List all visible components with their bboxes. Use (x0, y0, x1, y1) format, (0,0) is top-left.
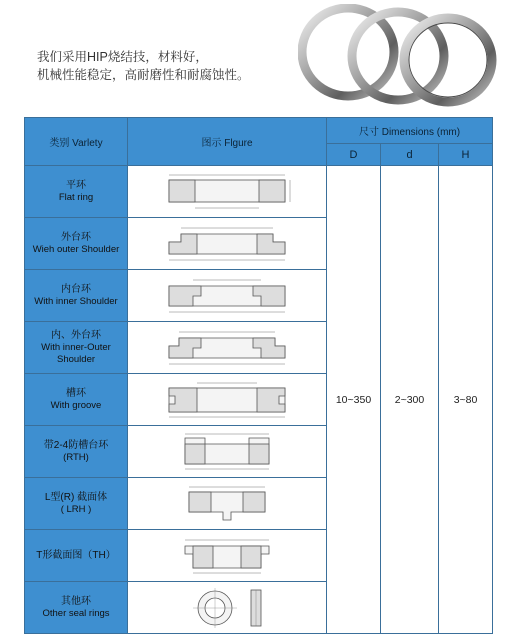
intro-text (37, 48, 297, 84)
header-variety: 类别 Varlety (25, 118, 128, 166)
spec-table (24, 117, 493, 634)
th-ring-drawing (157, 534, 297, 578)
figure-outer-shoulder (128, 218, 327, 270)
figure-flat-ring (128, 166, 327, 218)
variety-lrh (25, 478, 128, 530)
variety-inner-outer-shoulder (25, 322, 128, 374)
variety-cn: 内台环 (61, 283, 91, 295)
variety-flat-ring (25, 166, 128, 218)
variety-inner-shoulder (25, 270, 128, 322)
variety-en: ( LRH ) (60, 503, 92, 515)
variety-th (25, 530, 128, 582)
variety-cn: 平环 (66, 179, 86, 191)
variety-cn: T形截面图（TH） (36, 549, 116, 561)
variety-en: Wieh outer Shoulder (32, 243, 120, 255)
header-figure: 图示 Flgure (128, 118, 327, 166)
seal-rings-photo (298, 4, 498, 114)
intro-line-2: 机械性能稳定，高耐磨性和耐腐蚀性。 (37, 68, 250, 82)
rth-ring-drawing (157, 430, 297, 474)
variety-en: With inner-Outer Shoulder (41, 341, 111, 365)
figure-inner-outer-shoulder (128, 322, 327, 374)
variety-en: Flat ring (58, 191, 94, 203)
header-d: d (381, 144, 439, 166)
figure-rth (128, 426, 327, 478)
variety-outer-shoulder (25, 218, 128, 270)
variety-en: With groove (50, 399, 102, 411)
header-dimensions: 尺寸 Dimensions (mm) (327, 118, 493, 144)
figure-lrh (128, 478, 327, 530)
lrh-ring-drawing (157, 482, 297, 526)
variety-en: Other seal rings (42, 607, 110, 619)
figure-groove (128, 374, 327, 426)
value-H: 3~80 (439, 166, 493, 634)
value-d: 2~300 (381, 166, 439, 634)
header-H: H (439, 144, 493, 166)
other-seal-ring-drawing (157, 586, 297, 630)
variety-cn: L型(R) 截面体 (44, 491, 108, 503)
value-D: 10~350 (327, 166, 381, 634)
figure-inner-shoulder (128, 270, 327, 322)
variety-en: With inner Shoulder (34, 295, 118, 307)
variety-en: (RTH) (63, 451, 89, 463)
groove-ring-drawing (157, 378, 297, 422)
flat-ring-drawing (157, 170, 297, 214)
variety-cn: 槽环 (66, 387, 86, 399)
variety-cn: 其他环 (61, 595, 91, 607)
intro-line-1: 我们采用HIP烧结技，材料好， (37, 50, 208, 64)
variety-other (25, 582, 128, 634)
variety-cn: 内、外台环 (51, 329, 101, 341)
header-D: D (327, 144, 381, 166)
inner-shoulder-drawing (157, 274, 297, 318)
figure-other (128, 582, 327, 634)
outer-shoulder-drawing (157, 222, 297, 266)
variety-groove (25, 374, 128, 426)
variety-cn: 带2-4防槽台环 (43, 439, 109, 451)
figure-th (128, 530, 327, 582)
variety-cn: 外台环 (61, 231, 91, 243)
inner-outer-shoulder-drawing (157, 326, 297, 370)
variety-rth (25, 426, 128, 478)
